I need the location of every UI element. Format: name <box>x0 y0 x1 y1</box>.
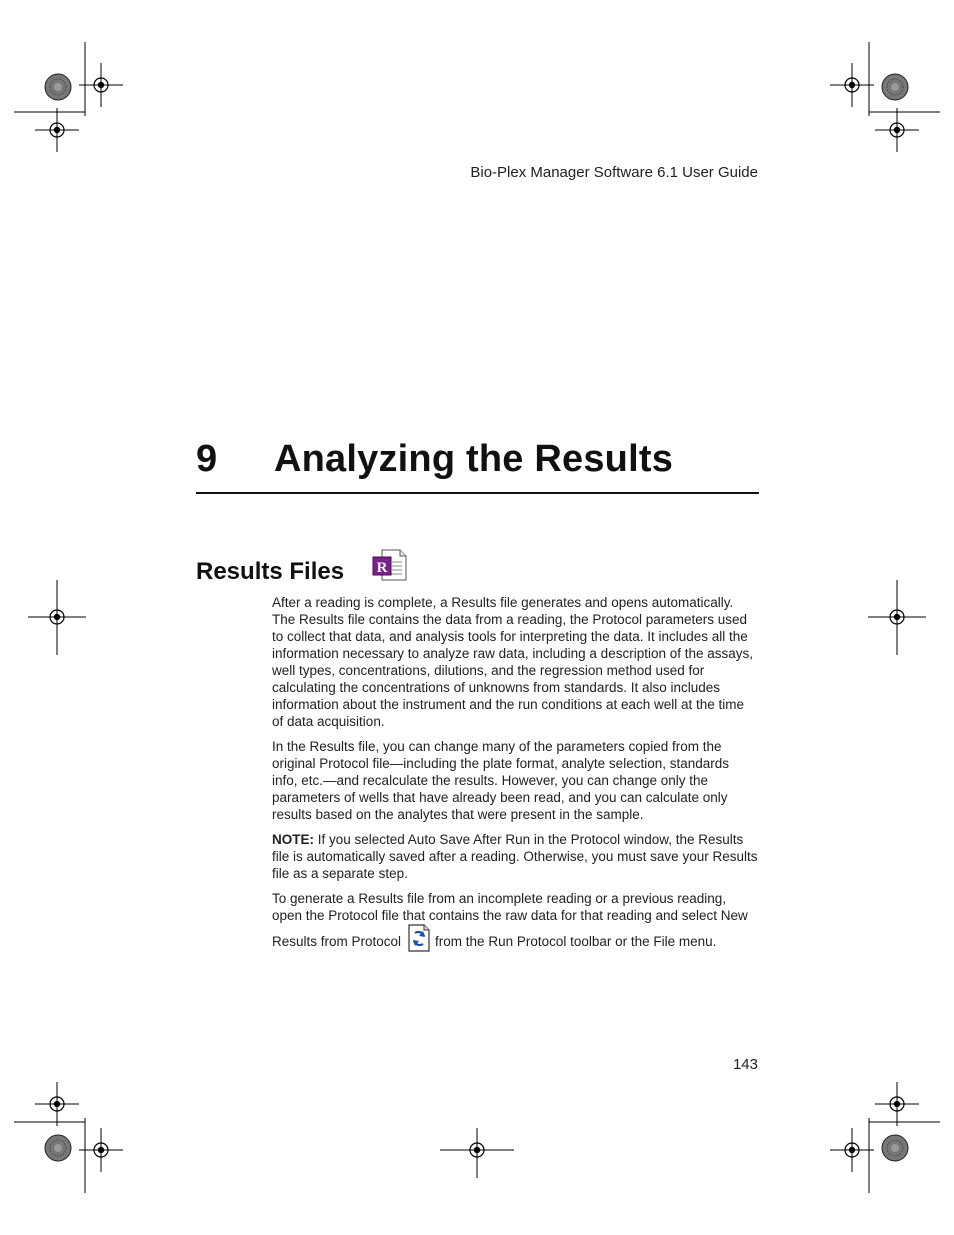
paragraph-generate-results <box>272 890 758 956</box>
section-title: Results Files <box>196 558 345 585</box>
running-header: Bio-Plex Manager Software 6.1 User Guide <box>470 164 758 181</box>
results-file-icon <box>372 548 408 587</box>
chapter-title: Analyzing the Results <box>274 438 674 480</box>
chapter-number: 9 <box>196 438 218 480</box>
svg-text:R: R <box>376 560 388 576</box>
generate-results-text: To generate a Results file from an incomplete reading or a previous reading, open the Protocol file that contains the raw data for that reading and select New Results from Protocol <box>272 891 748 949</box>
new-results-from-protocol-icon <box>407 924 431 956</box>
page-number: 143 <box>732 1056 758 1073</box>
generate-results-text-end: from the Run Protocol toolbar or the File menu. <box>435 934 717 949</box>
note-label: NOTE: <box>272 832 314 847</box>
paragraph-change-parameters: In the Results file, you can change many of the parameters copied from the original Protocol file—including the plate format, analyte selection, standards info, etc.—and recalculate the results. However, you can change only the parameters of wells that have already been read, and you can calculate only results based on the analytes that were present in the sample. <box>272 739 730 822</box>
note-paragraph <box>272 831 758 882</box>
note-text: If you selected Auto Save After Run in the Protocol window, the Results file is automatically saved after a reading. Otherwise, you must save your Results file as a separate step. <box>272 832 758 881</box>
chapter-heading <box>196 438 759 494</box>
paragraph-results-overview: After a reading is complete, a Results file generates and opens automatically. The Results file contains the data from a reading, the Protocol parameters used to collect that data, and analysis tools for interpreting the data. It includes all the information necessary to analyze raw data, including a description of the assays, well types, concentrations, dilutions, and the regression method used for calculating the concentrations of unknowns from standards. It also includes information about the instrument and the run conditions at each well at the time of data acquisition. <box>272 595 754 729</box>
section-body <box>272 594 758 964</box>
